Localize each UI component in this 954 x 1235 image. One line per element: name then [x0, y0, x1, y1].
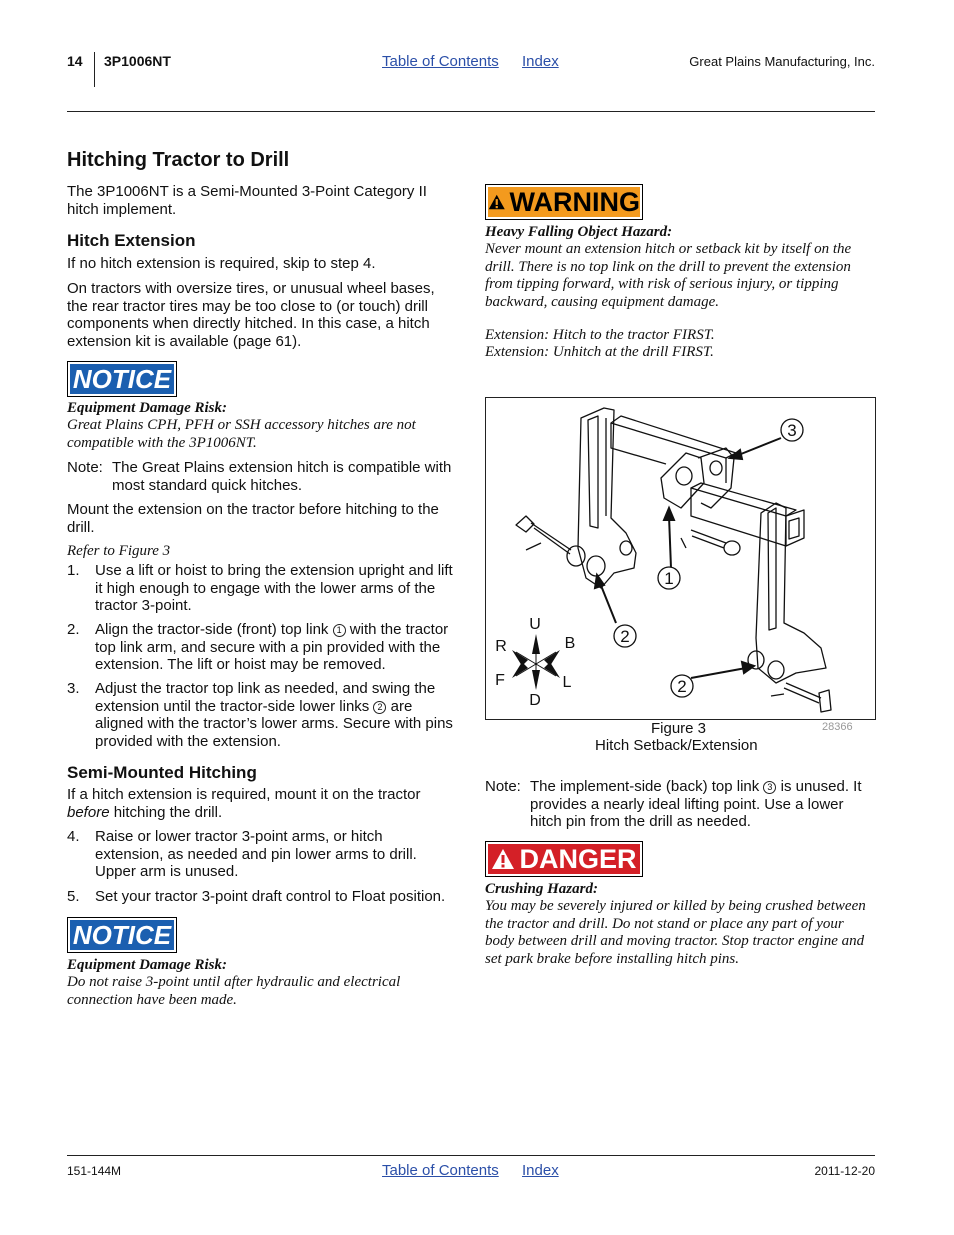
callout-marker: 1: [333, 624, 346, 637]
note1-label: Note:: [67, 459, 103, 476]
semi-mounted-paragraph: If a hitch extension is required, mount it on the tractor before hitching the drill.: [67, 786, 421, 821]
mount-paragraph: Mount the extension on the tractor before hitching to the drill.: [67, 501, 439, 536]
notice2-body: Do not raise 3-point until after hydraulic and electrical connection have been made.: [67, 974, 401, 1008]
notice-badge: NOTICE: [67, 917, 177, 953]
notice-badge: NOTICE: [67, 361, 177, 397]
note2-text: The implement-side (back) top link 3 is unused. It provides a nearly ideal lifting point. Use a lower hitch pin from the drill as needed.: [530, 778, 862, 830]
intro-paragraph: The 3P1006NT is a Semi-Mounted 3-Point Category II hitch implement.: [67, 183, 427, 218]
step-number: 2.: [67, 621, 80, 638]
footer-index-link[interactable]: Index: [522, 1162, 559, 1179]
step-3-text: Adjust the tractor top link as needed, and swing the extension until the tractor-side lower links 2 are aligned with the tractor’s lower arms. Secure with pins provided with the extension.: [95, 680, 453, 750]
hitch-extension-heading: Hitch Extension: [67, 231, 196, 250]
model-name: 3P1006NT: [104, 53, 171, 69]
step-number: 1.: [67, 562, 80, 579]
danger-title: Crushing Hazard:: [485, 881, 598, 897]
page-number: 14: [67, 53, 83, 69]
warning-line1: Extension: Hitch to the tractor FIRST.: [485, 327, 715, 343]
danger-body: You may be severely injured or killed by being crushed between the tractor and drill. Do not stand or place any part of your body between drill and moving tractor. Stop tractor engine and set park brake before installing hitch pins.: [485, 898, 866, 967]
figure-caption-number: Figure 3: [651, 720, 707, 737]
header-divider: [94, 52, 95, 87]
step-5-text: Set your tractor 3-point draft control to Float position.: [95, 888, 446, 905]
warning-title: Heavy Falling Object Hazard:: [485, 224, 673, 240]
warning-line2: Extension: Unhitch at the drill FIRST.: [485, 344, 714, 360]
callout-2-upper: 2: [620, 627, 630, 646]
hitch-extension-p1: If no hitch extension is required, skip to step 4.: [67, 255, 376, 272]
figure-id: 28366: [822, 721, 853, 733]
step-number: 5.: [67, 888, 80, 905]
page-title: Hitching Tractor to Drill: [67, 149, 290, 171]
step-1-text: Use a lift or hoist to bring the extension upright and lift it high enough to engage with the lower arms of the tractor 3-point.: [95, 562, 453, 614]
compass-u: U: [529, 616, 541, 633]
hitch-extension-p2: On tractors with oversize tires, or unusual wheel bases, the rear tractor tires may be too close to (or touch) drill components when directly hitched. In this case, a hitch extension kit is available (page 61).: [67, 280, 435, 350]
callout-1: 1: [664, 569, 674, 588]
figure-caption-title: Hitch Setback/Extension: [595, 737, 758, 754]
compass-f: F: [495, 672, 505, 689]
step-4-text: Raise or lower tractor 3-point arms, or hitch extension, as needed and pin lower arms to drill. Upper arm is unused.: [95, 828, 417, 880]
direction-compass: [495, 616, 575, 709]
compass-r: R: [495, 638, 507, 655]
toc-link[interactable]: Table of Contents: [382, 53, 499, 70]
footer-toc-link[interactable]: Table of Contents: [382, 1162, 499, 1179]
warning-badge: WARNING: [485, 184, 643, 220]
note2-label: Note:: [485, 778, 521, 795]
notice1-title: Equipment Damage Risk:: [67, 400, 228, 416]
callout-3: 3: [787, 421, 797, 440]
step-number: 4.: [67, 828, 80, 845]
note1-text: The Great Plains extension hitch is compatible with most standard quick hitches.: [112, 459, 452, 494]
compass-l: L: [562, 674, 572, 691]
footer-date: 2011-12-20: [814, 1164, 875, 1178]
callout-marker: 2: [373, 701, 386, 714]
step-2-text: Align the tractor-side (front) top link 1 with the tractor top link arm, and secure with a pin provided with the extension. The lift or hoist may be removed.: [95, 621, 449, 673]
danger-badge: DANGER: [485, 841, 643, 877]
warning-body: Never mount an extension hitch or setback kit by itself on the drill. There is no top link on the drill to prevent the extension from tipping forward, with risk of serious injury, or tipping backward, causing equipment damage.: [485, 241, 852, 310]
callout-2-lower: 2: [677, 677, 687, 696]
hitch-extension-illustration: [486, 398, 875, 719]
step-number: 3.: [67, 680, 80, 697]
footer-rule: [67, 1155, 875, 1156]
danger-triangle-icon: [491, 848, 515, 870]
semi-mounted-heading: Semi-Mounted Hitching: [67, 763, 257, 782]
callout-marker: 3: [763, 781, 776, 794]
doc-id: 151-144M: [67, 1164, 122, 1178]
compass-d: D: [529, 692, 541, 709]
warning-triangle-icon: [488, 191, 506, 213]
compass-b: B: [564, 635, 576, 652]
notice1-body: Great Plains CPH, PFH or SSH accessory hitches are not compatible with the 3P1006NT.: [67, 417, 416, 451]
company-name: Great Plains Manufacturing, Inc.: [689, 54, 875, 69]
index-link[interactable]: Index: [522, 53, 559, 70]
notice2-title: Equipment Damage Risk:: [67, 957, 228, 973]
refer-figure: Refer to Figure 3: [67, 543, 171, 559]
figure-frame: [485, 397, 876, 720]
header-rule: [67, 111, 875, 112]
